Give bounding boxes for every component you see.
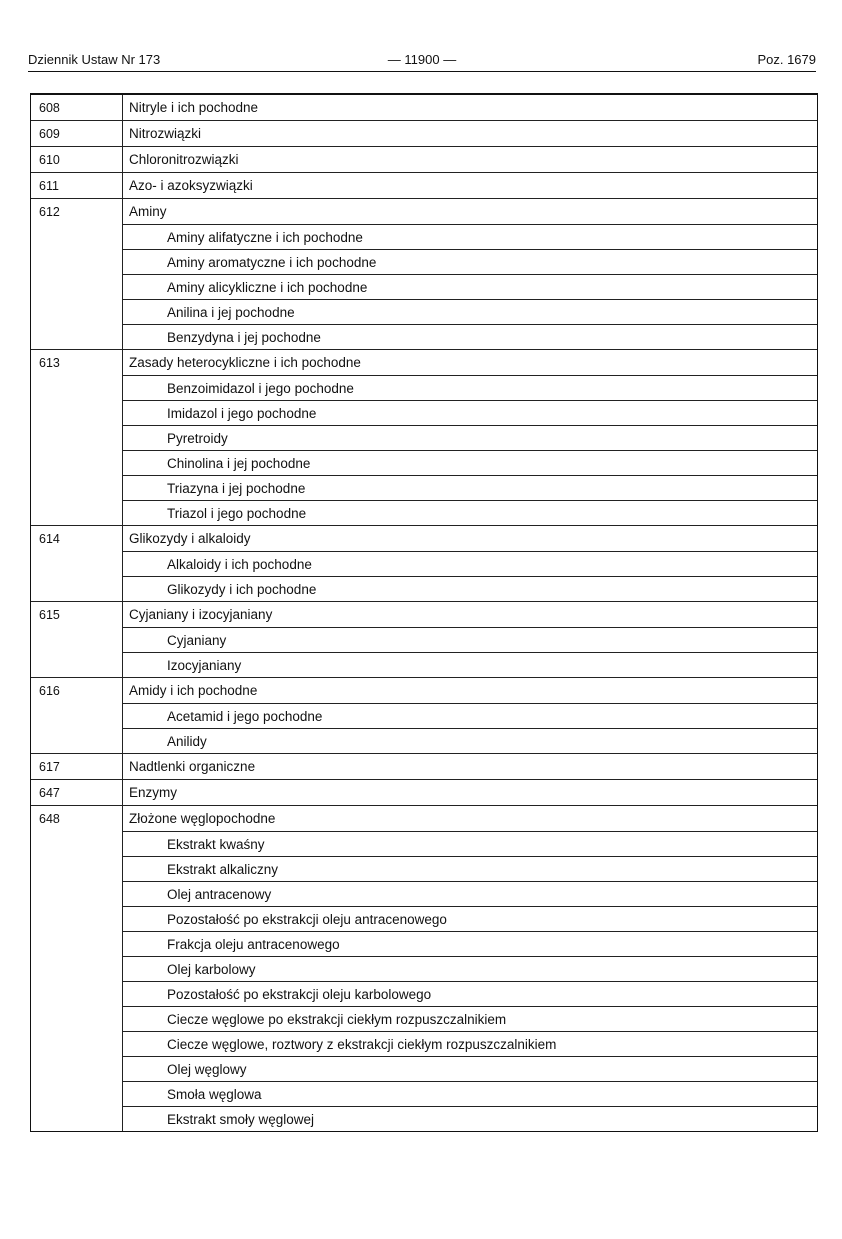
row-code: 608 xyxy=(31,95,123,120)
row-title: Zasady heterocykliczne i ich pochodne xyxy=(129,355,361,370)
row-code: 648 xyxy=(31,806,123,1131)
row-title: Amidy i ich pochodne xyxy=(129,683,258,698)
row-subitem: Anilina i jej pochodne xyxy=(123,299,817,324)
row-title: Glikozydy i alkaloidy xyxy=(129,531,251,546)
table-row xyxy=(31,95,817,120)
row-subitem: Alkaloidy i ich pochodne xyxy=(123,551,817,576)
row-code: 614 xyxy=(31,526,123,601)
table-row xyxy=(31,146,817,172)
row-title: Cyjaniany i izocyjaniany xyxy=(129,607,273,622)
row-items xyxy=(123,121,817,146)
row-code: 611 xyxy=(31,173,123,198)
row-subitem: Olej karbolowy xyxy=(123,956,817,981)
row-code: 647 xyxy=(31,780,123,805)
row-subitem: Triazol i jego pochodne xyxy=(123,500,817,525)
row-subitem: Benzoimidazol i jego pochodne xyxy=(123,375,817,400)
row-subitem: Triazyna i jej pochodne xyxy=(123,475,817,500)
row-items xyxy=(123,602,817,677)
row-subitem: Anilidy xyxy=(123,728,817,753)
table-row xyxy=(31,198,817,349)
row-code: 613 xyxy=(31,350,123,525)
row-subitem: Ekstrakt kwaśny xyxy=(123,831,817,856)
page-number: — 11900 — xyxy=(387,52,457,67)
row-code: 610 xyxy=(31,147,123,172)
row-subitem: Ciecze węglowe, roztwory z ekstrakcji ciekłym rozpuszczalnikiem xyxy=(123,1031,817,1056)
row-subitem: Izocyjaniany xyxy=(123,652,817,677)
row-code: 615 xyxy=(31,602,123,677)
position-number: Poz. 1679 xyxy=(757,52,816,67)
table-row xyxy=(31,172,817,198)
table-row xyxy=(31,525,817,601)
row-subitem: Aminy alifatyczne i ich pochodne xyxy=(123,224,817,249)
row-items xyxy=(123,780,817,805)
row-title: Chloronitrozwiązki xyxy=(129,152,239,167)
row-subitem: Benzydyna i jej pochodne xyxy=(123,324,817,349)
row-items xyxy=(123,199,817,349)
row-title: Azo- i azoksyzwiązki xyxy=(129,178,253,193)
row-subitem: Olej węglowy xyxy=(123,1056,817,1081)
row-title: Aminy xyxy=(129,204,167,219)
row-title: Nadtlenki organiczne xyxy=(129,759,256,774)
row-items xyxy=(123,806,817,1131)
row-items xyxy=(123,350,817,525)
row-subitem: Pyretroidy xyxy=(123,425,817,450)
row-items xyxy=(123,754,817,779)
row-subitem: Ekstrakt smoły węglowej xyxy=(123,1106,817,1131)
row-subitem: Cyjaniany xyxy=(123,627,817,652)
row-code: 617 xyxy=(31,754,123,779)
table-row xyxy=(31,120,817,146)
table-row xyxy=(31,601,817,677)
row-title: Nitryle i ich pochodne xyxy=(129,100,259,115)
row-code: 612 xyxy=(31,199,123,349)
table-row xyxy=(31,677,817,753)
table-row xyxy=(31,349,817,525)
row-title: Nitrozwiązki xyxy=(129,126,202,141)
row-subitem: Acetamid i jego pochodne xyxy=(123,703,817,728)
header-rule xyxy=(28,71,816,72)
row-subitem: Imidazol i jego pochodne xyxy=(123,400,817,425)
row-subitem: Pozostałość po ekstrakcji oleju karbolowego xyxy=(123,981,817,1006)
row-subitem: Aminy aromatyczne i ich pochodne xyxy=(123,249,817,274)
row-subitem: Ciecze węglowe po ekstrakcji ciekłym rozpuszczalnikiem xyxy=(123,1006,817,1031)
row-title: Enzymy xyxy=(129,785,178,800)
row-subitem: Pozostałość po ekstrakcji oleju antracenowego xyxy=(123,906,817,931)
classification-table xyxy=(30,93,818,1132)
table-row xyxy=(31,805,817,1131)
row-items xyxy=(123,526,817,601)
row-subitem: Olej antracenowy xyxy=(123,881,817,906)
row-code: 616 xyxy=(31,678,123,753)
row-items xyxy=(123,678,817,753)
table-row xyxy=(31,753,817,779)
row-items xyxy=(123,173,817,198)
row-subitem: Smoła węglowa xyxy=(123,1081,817,1106)
row-subitem: Aminy alicykliczne i ich pochodne xyxy=(123,274,817,299)
row-subitem: Ekstrakt alkaliczny xyxy=(123,856,817,881)
row-code: 609 xyxy=(31,121,123,146)
row-items xyxy=(123,95,817,120)
row-subitem: Chinolina i jej pochodne xyxy=(123,450,817,475)
table-row xyxy=(31,779,817,805)
journal-title: Dziennik Ustaw Nr 173 xyxy=(28,52,161,67)
row-title: Złożone węglopochodne xyxy=(129,811,276,826)
page-header xyxy=(28,52,816,72)
row-subitem: Frakcja oleju antracenowego xyxy=(123,931,817,956)
row-subitem: Glikozydy i ich pochodne xyxy=(123,576,817,601)
row-items xyxy=(123,147,817,172)
